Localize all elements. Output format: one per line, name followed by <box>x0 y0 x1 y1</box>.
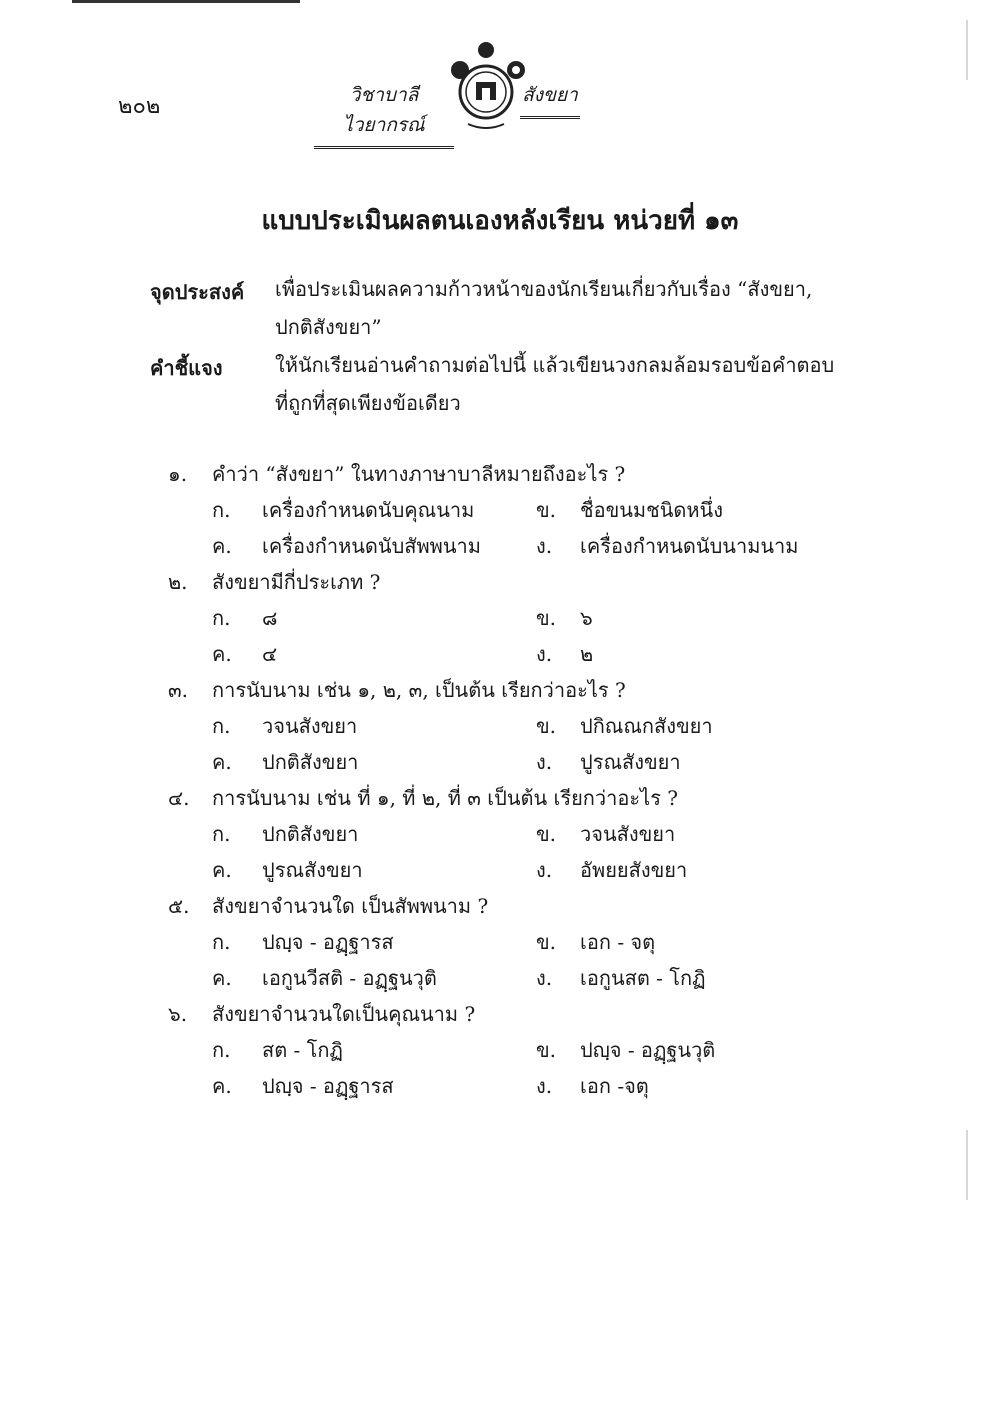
option-letter: ค. <box>212 966 232 990</box>
objective-label: จุดประสงค์ <box>150 280 245 304</box>
option-text: ปกติสังขยา <box>262 822 359 846</box>
option-text: สต - โกฏิ <box>262 1038 343 1062</box>
option-letter: ค. <box>212 642 232 666</box>
option-letter: ก. <box>212 606 231 630</box>
school-emblem-icon <box>438 40 534 136</box>
question-text: สังขยามีกี่ประเภท ? <box>212 570 381 594</box>
option-text: เอก -จตุ <box>580 1074 649 1098</box>
option-letter: ข. <box>536 822 557 846</box>
page-edge-mark <box>966 1130 968 1200</box>
option-text: ปญฺจ - อฏฺฐนวุติ <box>580 1038 716 1062</box>
option-letter: ง. <box>536 966 553 990</box>
question-text: สังขยาจำนวนใดเป็นคุณนาม ? <box>212 1002 476 1026</box>
question-text: การนับนาม เช่น ๑, ๒, ๓, เป็นต้น เรียกว่าอะไร ? <box>212 678 626 702</box>
option-text: ปูรณสังขยา <box>580 750 681 774</box>
option-text: ๒ <box>580 642 594 666</box>
option-text: เอกูนสต - โกฏิ <box>580 966 706 990</box>
running-header-chapter: สังขยา <box>520 80 580 119</box>
option-letter: ง. <box>536 642 553 666</box>
option-text: เครื่องกำหนดนับคุณนาม <box>262 498 475 522</box>
option-letter: ข. <box>536 1038 557 1062</box>
option-text: อัพยยสังขยา <box>580 858 688 882</box>
option-text: ปกติสังขยา <box>262 750 359 774</box>
question-text: สังขยาจำนวนใด เป็นสัพพนาม ? <box>212 894 489 918</box>
option-letter: ก. <box>212 822 231 846</box>
option-letter: ง. <box>536 750 553 774</box>
option-letter: ก. <box>212 930 231 954</box>
question-text: การนับนาม เช่น ที่ ๑, ที่ ๒, ที่ ๓ เป็นต้น เรียกว่าอะไร ? <box>212 786 679 810</box>
page-edge-mark <box>966 20 968 80</box>
option-letter: ก. <box>212 498 231 522</box>
document-title: แบบประเมินผลตนเองหลังเรียน หน่วยที่ ๑๓ <box>261 206 739 236</box>
option-letter: ก. <box>212 1038 231 1062</box>
question-number: ๔. <box>168 786 190 810</box>
option-letter: ง. <box>536 534 553 558</box>
option-letter: ค. <box>212 534 232 558</box>
option-text: ๔ <box>262 642 278 666</box>
page-number: ๒๐๒ <box>118 94 161 119</box>
option-text: ปูรณสังขยา <box>262 858 363 882</box>
option-text: เอก - จตุ <box>580 930 656 954</box>
option-text: วจนสังขยา <box>262 714 358 738</box>
option-letter: ค. <box>212 1074 232 1098</box>
question-number: ๕. <box>168 894 190 918</box>
instruction-label: คำชี้แจง <box>150 356 223 380</box>
running-header-book-title: วิชาบาลีไวยากรณ์ <box>314 80 454 149</box>
option-letter: ง. <box>536 1074 553 1098</box>
option-letter: ค. <box>212 750 232 774</box>
option-letter: ก. <box>212 714 231 738</box>
option-text: ปญฺจ - อฏฺฐารส <box>262 1074 394 1098</box>
option-letter: ค. <box>212 858 232 882</box>
option-letter: ข. <box>536 930 557 954</box>
option-text: เครื่องกำหนดนับนามนาม <box>580 534 799 558</box>
option-text: ๘ <box>262 606 278 630</box>
option-text: ปกิณณกสังขยา <box>580 714 713 738</box>
option-text: เครื่องกำหนดนับสัพพนาม <box>262 534 481 558</box>
option-letter: ข. <box>536 714 557 738</box>
question-number: ๑. <box>168 462 188 486</box>
question-number: ๖. <box>168 1002 188 1026</box>
option-text: ปญฺจ - อฏฺฐารส <box>262 930 394 954</box>
option-text: วจนสังขยา <box>580 822 676 846</box>
question-number: ๓. <box>168 678 189 702</box>
option-letter: ข. <box>536 606 557 630</box>
question-number: ๒. <box>168 570 188 594</box>
option-text: ชื่อขนมชนิดหนึ่ง <box>580 498 723 522</box>
option-text: เอกูนวีสติ - อฏฺฐนวุติ <box>262 966 437 990</box>
option-text: ๖ <box>580 606 593 630</box>
question-text: คำว่า “สังขยา” ในทางภาษาบาลีหมายถึงอะไร ? <box>212 462 626 486</box>
option-letter: ง. <box>536 858 553 882</box>
option-letter: ข. <box>536 498 557 522</box>
top-border-line <box>72 0 300 3</box>
objective-text: เพื่อประเมินผลความก้าวหน้าของนักเรียนเกี่ยวกับเรื่อง “สังขยา, ปกติสังขยา” <box>275 277 813 339</box>
instruction-text: ให้นักเรียนอ่านคำถามต่อไปนี้ แล้วเขียนวงกลมล้อมรอบข้อคำตอบที่ถูกที่สุดเพียงข้อเดียว <box>275 353 835 415</box>
